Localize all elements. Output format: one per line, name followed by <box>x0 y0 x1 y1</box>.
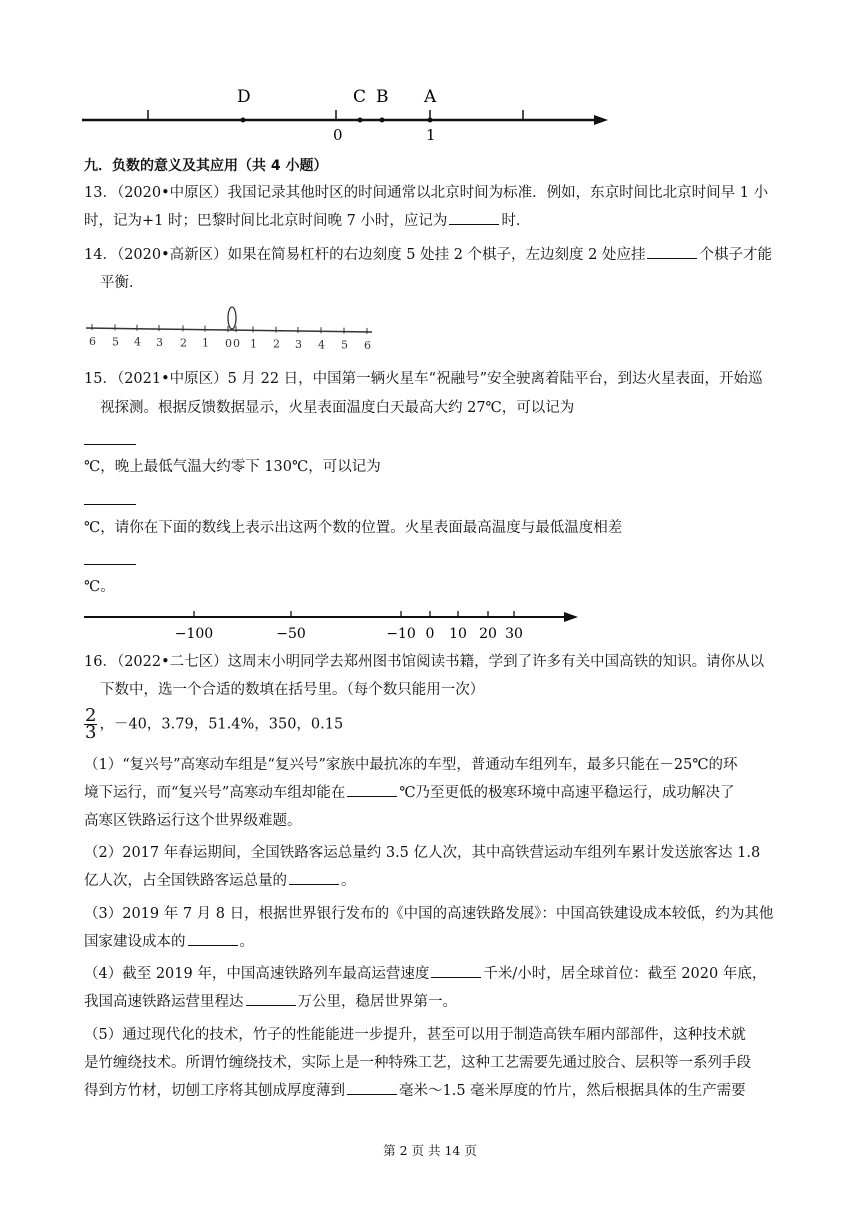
fraction-two-thirds: $\frac{2}{3}$ <box>85 705 97 743</box>
q16-blank-4[interactable] <box>431 963 481 978</box>
q15-line2: 视探测。根据反馈数据显示，火星表面温度白天最高大约 27℃，可以记为 <box>100 400 575 416</box>
temperature-number-line <box>84 605 584 645</box>
lever-label: 4 <box>134 335 141 349</box>
point-label-a: A <box>424 87 437 107</box>
q16-p1-line1: （1）“复兴号”高寒动车组是“复兴号”家族中最抗冻的车型，普通动车组列车，最多只能在－25℃的环 <box>84 757 738 773</box>
point-label-c: C <box>353 87 367 107</box>
q16-p3-line1: （3）2019 年 7 月 8 日，根据世界银行发布的《中国的高速铁路发展》：中国高铁建设成本较低，约为其他 <box>84 906 774 922</box>
axis-tick-label: −50 <box>276 626 306 642</box>
lever-label: 2 <box>273 337 280 351</box>
lever-label: 4 <box>318 338 325 352</box>
q16-p5-line1: （5）通过现代化的技术，竹子的性能能进一步提升，甚至可以用于制造高铁车厢内部部件，这种技术就 <box>84 1027 746 1043</box>
lever-diagram <box>84 302 374 362</box>
q16-p3-line2: 国家建设成本的 。 <box>84 931 254 953</box>
q15-line3: ℃，晚上最低气温大约零下 130℃，可以记为 <box>84 459 381 475</box>
q15-line4: ℃，请你在下面的数线上表示出这两个数的位置。火星表面最高温度与最低温度相差 <box>84 520 623 536</box>
q13-line1: 13．（2020•中原区）我国记录其他时区的时间通常以北京时间为标准．例如，东京时间比北京时间早 1 小 <box>84 185 769 201</box>
q16-blank-5[interactable] <box>246 991 296 1006</box>
axis-tick-label: −10 <box>386 626 416 642</box>
tick-label-1: 1 <box>426 126 436 144</box>
q15-blank-2[interactable] <box>84 504 136 505</box>
lever-label: 5 <box>112 335 119 349</box>
q16-line2: 下数中，选一个合适的数填在括号里。（每个数只能用一次） <box>100 682 485 698</box>
lever-label: 0 <box>225 337 232 350</box>
q13-answer-blank[interactable] <box>449 210 499 225</box>
q16-p1-line2: 境下运行，而“复兴号”高寒动车组却能在 ℃乃至更低的极寒环境中高速平稳运行，成功解决了 <box>84 782 735 804</box>
q16-blank-6[interactable] <box>347 1080 397 1095</box>
q16-p5-line2: 是竹缠绕技术。所谓竹缠绕技术，实际上是一种特殊工艺，这种工艺需要先通过胶合、层积等一系列手段 <box>84 1055 751 1071</box>
q14-answer-blank[interactable] <box>647 244 697 259</box>
q16-number-list: $\frac{2}{3}$ ，－40，3.79，51.4%，350，0.15 <box>85 705 344 743</box>
lever-label: 6 <box>364 338 371 352</box>
q16-p1-line3: 高寒区铁路运行这个世界级难题。 <box>84 813 302 829</box>
axis-tick-label: −100 <box>174 626 214 642</box>
q16-blank-2[interactable] <box>289 870 339 885</box>
q16-line1: 16．（2022•二七区）这周末小明同学去郑州图书馆阅读书籍，学到了许多有关中国高铁的知识。请你从以 <box>84 654 765 670</box>
point-label-b: B <box>376 87 389 107</box>
page-footer: 第 2 页 共 14 页 <box>383 1143 477 1158</box>
q14-line1 <box>84 244 772 266</box>
q16-p2-line2: 亿人次，占全国铁路客运总量的 。 <box>84 870 356 892</box>
point-label-d: D <box>237 87 251 107</box>
q15-blank-1[interactable] <box>84 444 136 445</box>
q14-line2: 平衡． <box>100 275 144 291</box>
axis-tick-label: 10 <box>449 626 467 642</box>
q15-line1: 15．（2021•中原区）5 月 22 日，中国第一辆火星车“祝融号”安全驶离着陆平台，到达火星表面，开始巡 <box>84 371 763 387</box>
q16-blank-3[interactable] <box>188 931 238 946</box>
q14-text-a: 14．（2020•高新区）如果在简易杠杆的右边刻度 5 处挂 2 个棋子，左边刻度 2 处应挂 <box>84 247 646 263</box>
lever-label: 1 <box>250 337 257 351</box>
q16-p2-line1: （2）2017 年春运期间，全国铁路客运总量约 3.5 亿人次，其中高铁营运动车组列车累计发送旅客达 1.8 <box>84 845 761 861</box>
lever-label: 6 <box>89 335 96 349</box>
axis-tick-label: 30 <box>505 626 523 642</box>
lever-label: 2 <box>180 336 187 350</box>
q16-p4-line1: （4）截至 2019 年，中国高速铁路列车最高运营速度 千米/小时，居全球首位：截至 2020 年底， <box>84 963 766 985</box>
lever-label: 1 <box>202 336 209 350</box>
lever-label: 5 <box>341 338 348 352</box>
q15-line5: ℃。 <box>84 579 115 595</box>
q14-text-b: 个棋子才能 <box>699 247 772 263</box>
tick-label-0: 0 <box>333 126 343 144</box>
q16-p4-line2: 我国高速铁路运营里程达 万公里，稳居世界第一。 <box>84 991 457 1013</box>
q16-blank-1[interactable] <box>347 782 397 797</box>
q15-blank-3[interactable] <box>84 564 136 565</box>
q13-line2 <box>84 210 530 232</box>
axis-tick-label: 0 <box>425 626 435 642</box>
section-heading: 九．负数的意义及其应用（共 4 小题） <box>84 158 328 174</box>
q13-text-b: 时． <box>501 213 531 229</box>
lever-label: 0 <box>233 337 240 351</box>
number-line-abcd <box>80 80 610 144</box>
q16-p5-line3: 得到方竹材，切刨工序将其刨成厚度薄到 毫米～1.5 毫米厚度的竹片，然后根据具体的生产需要 <box>84 1080 746 1102</box>
axis-tick-label: 20 <box>479 626 497 642</box>
lever-label: 3 <box>156 336 163 350</box>
q13-text-a: 时，记为+1 时；巴黎时间比北京时间晚 7 小时，应记为 <box>84 213 448 229</box>
lever-label: 3 <box>295 337 302 351</box>
